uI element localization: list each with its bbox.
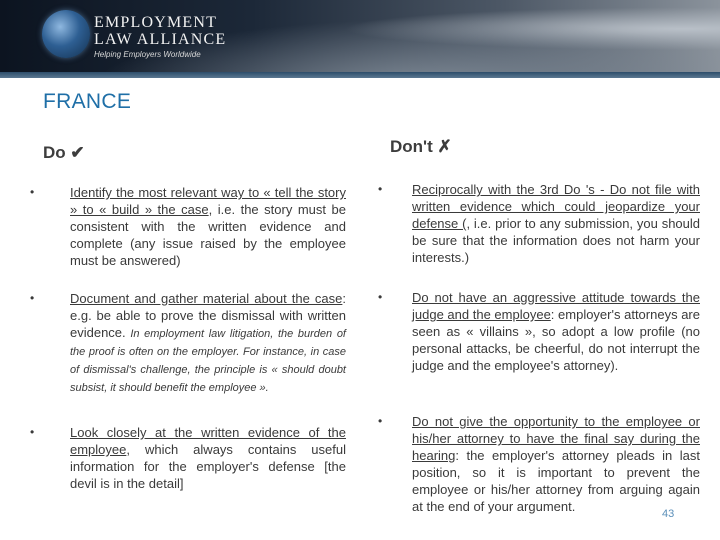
dont-heading <box>390 137 452 157</box>
do-list-item <box>30 290 346 424</box>
dont-item-text: : employer's attorneys are seen as « villains », so adopt a low profile (no personal attacks, be cheerful, do not interrupt the judge and the employee's attorney). <box>412 307 700 373</box>
dont-item-text: , i.e. prior to any submission, you should be sure that the information does not harm your interests.) <box>412 216 701 265</box>
bullet-icon: • <box>378 290 383 304</box>
header-divider-bar <box>0 72 720 78</box>
do-item-note: In employment law litigation, the burden of the proof is often on the employer. For instance, in case of dismissal's challenge, the principle is « should doubt subsist, it should benefit the employee ». <box>70 328 346 394</box>
do-item-text: : e.g. be able to prove the dismissal with written evidence. <box>70 291 346 340</box>
dont-item-key-phrase: Reciprocally with the 3rd Do 's - Do not file with written evidence which could jeopardize your defense ( <box>412 182 700 231</box>
bullet-icon: • <box>378 414 383 428</box>
do-list-item <box>30 424 346 492</box>
brand-name-line2: LAW ALLIANCE <box>94 31 227 48</box>
do-item-key-phrase: Identify the most relevant way to « tell the story » to « build » the case <box>70 185 346 217</box>
bullet-icon: • <box>30 291 35 305</box>
do-item-text: , which always contains useful information for the employer's defense [the devil is in the detail] <box>70 442 346 491</box>
do-list <box>30 184 346 492</box>
dont-list-item <box>378 289 700 413</box>
dont-heading-label: Don't <box>390 137 433 156</box>
dont-list-item <box>378 181 700 289</box>
checkmark-icon: ✔ <box>70 143 85 162</box>
brand-logo <box>94 14 226 59</box>
slide-title: FRANCE <box>43 90 132 113</box>
dont-item-key-phrase: Do not give the opportunity to the employee or his/her attorney to have the final say during the hearing <box>412 414 700 463</box>
page-number: 43 <box>662 508 675 520</box>
dont-item-key-phrase: Do not have an aggressive attitude towards the judge and the employee <box>412 290 700 322</box>
bullet-icon: • <box>30 185 35 199</box>
header-banner <box>0 0 720 72</box>
bullet-icon: • <box>30 425 35 439</box>
do-item-key-phrase: Look closely at the written evidence of the employee <box>70 425 346 457</box>
globe-logo-icon <box>42 10 90 58</box>
do-list-item <box>30 184 346 290</box>
brand-name-line1: EMPLOYMENT <box>94 14 218 31</box>
dont-item-text: : the employer's attorney pleads in last position, so it is important to prevent the employee or his/her attorney from arguing again at the end of your argument. <box>412 448 700 514</box>
brand-tagline: Helping Employers Worldwide <box>94 50 201 59</box>
do-item-key-phrase: Document and gather material about the case <box>70 291 343 306</box>
do-heading <box>43 143 85 163</box>
dont-list <box>378 181 700 515</box>
cross-mark-icon: ✗ <box>437 137 452 156</box>
bullet-icon: • <box>378 182 383 196</box>
do-item-text: , i.e. the story must be consistent with the written evidence and complete (any issue raised by the employee must be answered) <box>70 202 346 268</box>
do-heading-label: Do <box>43 143 66 162</box>
dont-list-item <box>378 413 700 515</box>
